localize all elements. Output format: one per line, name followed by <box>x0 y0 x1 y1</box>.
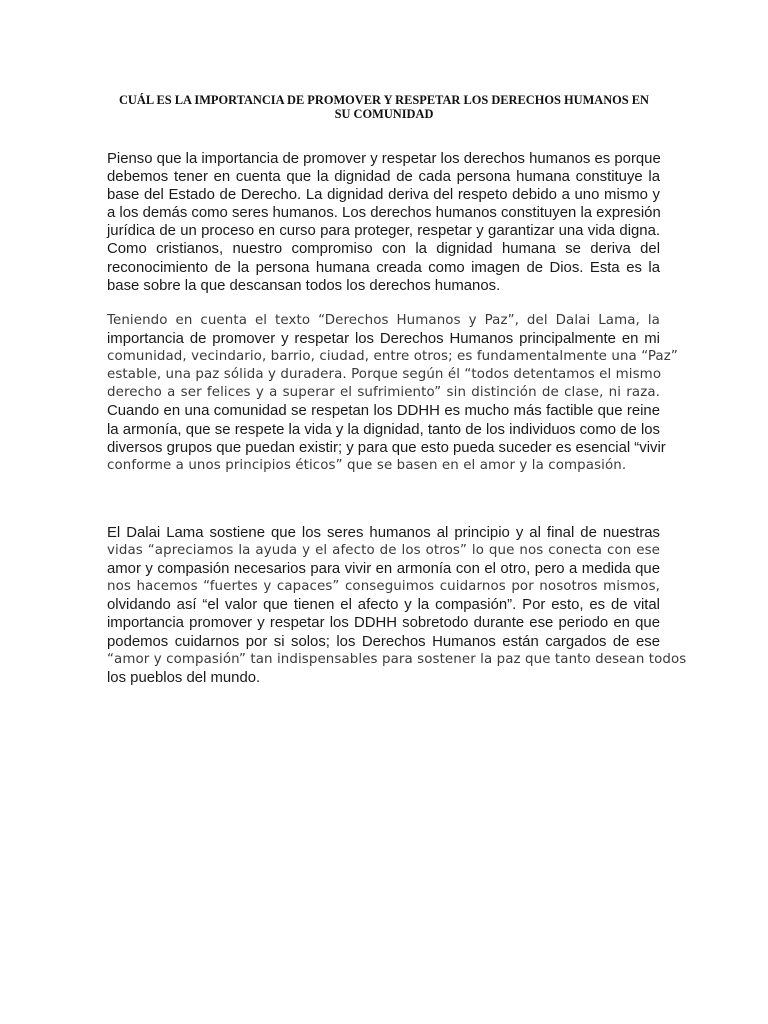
paragraph-line: Pienso que la importancia de promover y respetar los derechos humanos es porque <box>107 151 661 167</box>
paragraph-line: “amor y compasión” tan indispensables para sostener la paz que tanto desean todos <box>107 651 687 667</box>
paragraph-line: importancia promover y respetar los DDHH sobretodo durante ese periodo en que <box>107 615 660 632</box>
paragraph-3 <box>107 524 687 687</box>
paragraph-line: vidas “apreciamos la ayuda y el afecto de los otros” lo que nos conecta con ese <box>107 543 660 559</box>
paragraph-line: El Dalai Lama sostiene que los seres humanos al principio y al final de nuestras <box>107 525 660 541</box>
title-line-2: SU COMUNIDAD <box>334 106 434 121</box>
paragraph-line: base sobre la que descansan todos los derechos humanos. <box>107 277 501 294</box>
paragraph-line: estable, una paz sólida y duradera. Porque según él “todos detentamos el mismo <box>107 367 662 383</box>
paragraph-line: jurídica de un proceso en curso para proteger, respetar y garantizar una vida digna. <box>107 223 660 240</box>
paragraph-line: comunidad, vecindario, barrio, ciudad, entre otros; es fundamentalmente una “Paz” <box>107 349 678 365</box>
paragraph-line: la armonía, que se respete la vida y la dignidad, tanto de los individuos como de los <box>107 421 660 438</box>
document-title <box>100 94 668 121</box>
paragraph-line: debemos tener en cuenta que la dignidad de cada persona humana constituye la <box>107 169 660 186</box>
paragraph-2 <box>107 312 678 475</box>
paragraph-line: reconocimiento de la persona humana creada como imagen de Dios. Esta es la <box>107 259 660 276</box>
paragraph-line: amor y compasión necesarios para vivir en armonía con el otro, pero a medida que <box>107 561 660 578</box>
paragraph-line: base del Estado de Derecho. La dignidad deriva del respeto debido a uno mismo y <box>107 187 660 204</box>
paragraph-1 <box>107 150 660 295</box>
title-line-1: CUÁL ES LA IMPORTANCIA DE PROMOVER Y RESPETAR LOS DERECHOS HUMANOS EN <box>118 93 649 107</box>
paragraph-line: derecho a ser felices y a superar el sufrimiento” sin distinción de clase, ni raza. <box>107 385 660 401</box>
paragraph-line: nos hacemos “fuertes y capaces” conseguimos cuidarnos por nosotros mismos, <box>107 579 660 595</box>
paragraph-line: podemos cuidarnos por si solos; los Derechos Humanos están cargados de ese <box>107 633 660 650</box>
paragraph-line: Como cristianos, nuestro compromiso con la dignidad humana se deriva del <box>107 241 660 258</box>
paragraph-line: los pueblos del mundo. <box>107 669 261 686</box>
paragraph-line: importancia de promover y respetar los Derechos Humanos principalmente en mi <box>107 331 660 348</box>
paragraph-line: olvidando así “el valor que tienen el afecto y la compasión”. Por esto, es de vital <box>107 597 660 614</box>
paragraph-line: diversos grupos que puedan existir; y para que esto pueda suceder es esencial “vivir <box>107 439 666 456</box>
paragraph-line: conforme a unos principios éticos” que se basen en el amor y la compasión. <box>107 457 627 473</box>
paragraph-line: Cuando en una comunidad se respetan los DDHH es mucho más factible que reine <box>107 403 660 420</box>
paragraph-line: Teniendo en cuenta el texto “Derechos Humanos y Paz”, del Dalai Lama, la <box>107 313 660 328</box>
paragraph-line: a los demás como seres humanos. Los derechos humanos constituyen la expresión <box>107 205 661 222</box>
